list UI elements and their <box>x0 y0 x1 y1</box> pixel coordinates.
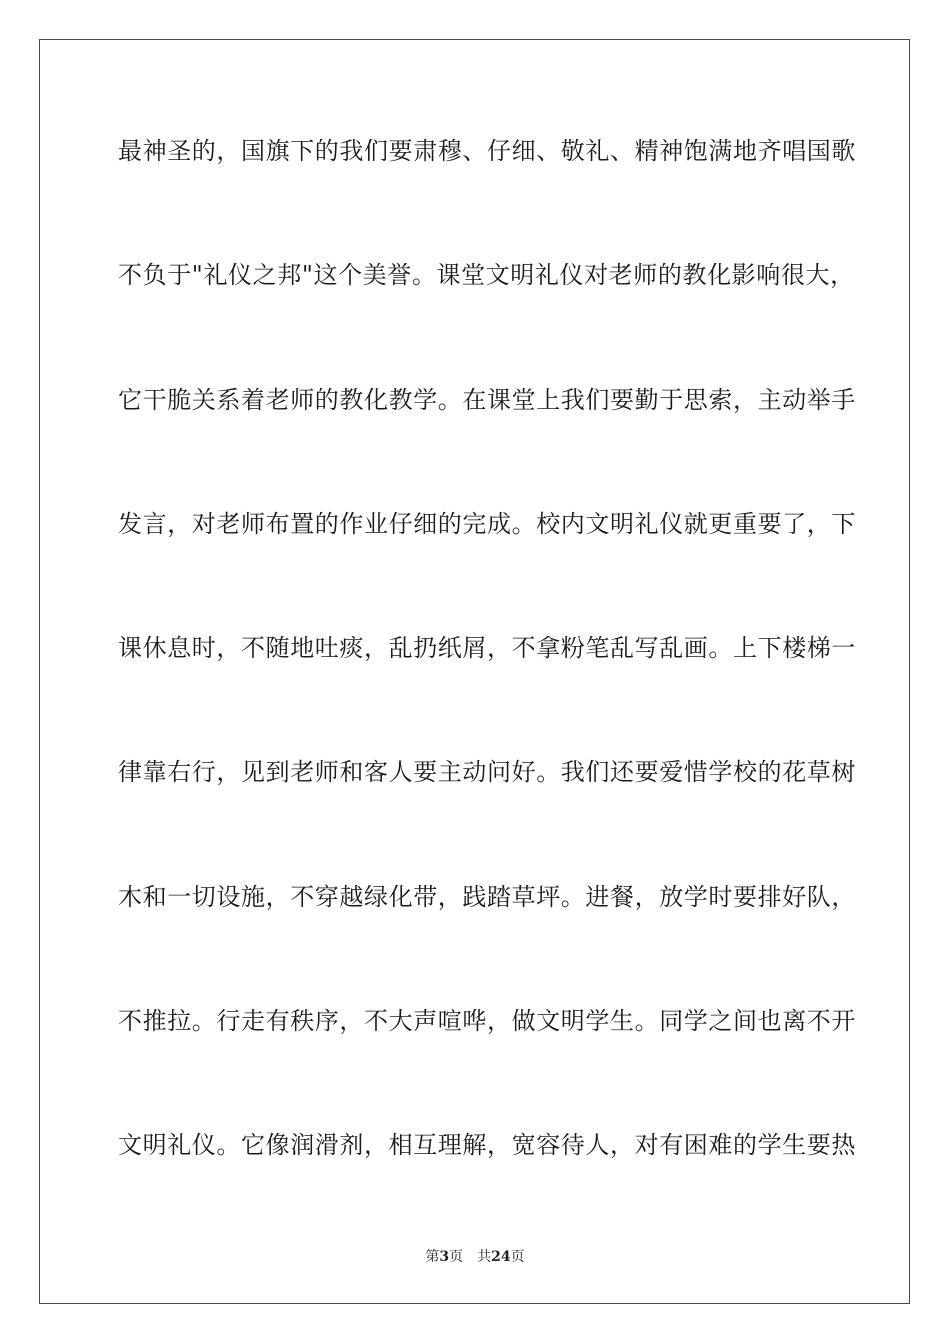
body-text <box>118 128 856 1247</box>
page-number: 3 <box>439 1249 450 1265</box>
text-line: 不推拉。行走有秩序，不大声喧哗，做文明学生。同学之间也离不开 <box>118 1007 856 1036</box>
total-suffix: 页 <box>510 1249 525 1265</box>
text-line: 木和一切设施，不穿越绿化带，践踏草坪。进餐，放学时要排好队， <box>118 882 856 911</box>
text-line: 发言，对老师布置的作业仔细的完成。校内文明礼仪就更重要了，下 <box>118 509 856 538</box>
text-line: 不负于"礼仪之邦"这个美誉。课堂文明礼仪对老师的教化影响很大， <box>118 261 855 290</box>
text-line: 它干脆关系着老师的教化教学。在课堂上我们要勤于思索，主动举手 <box>118 385 856 414</box>
total-pages: 24 <box>491 1249 511 1265</box>
page-suffix: 页 <box>449 1249 464 1265</box>
total-prefix: 共 <box>477 1249 492 1265</box>
page-footer <box>0 1247 950 1267</box>
text-line: 最神圣的，国旗下的我们要肃穆、仔细、敬礼、精神饱满地齐唱国歌 <box>118 137 856 165</box>
text-line: 文明礼仪。它像润滑剂，相互理解，宽容待人，对有困难的学生要热 <box>118 1131 856 1160</box>
page-prefix: 第 <box>425 1249 440 1265</box>
text-line: 课休息时，不随地吐痰，乱扔纸屑，不拿粉笔乱写乱画。上下楼梯一 <box>118 634 856 663</box>
text-line: 律靠右行，见到老师和客人要主动问好。我们还要爱惜学校的花草树 <box>118 758 856 787</box>
